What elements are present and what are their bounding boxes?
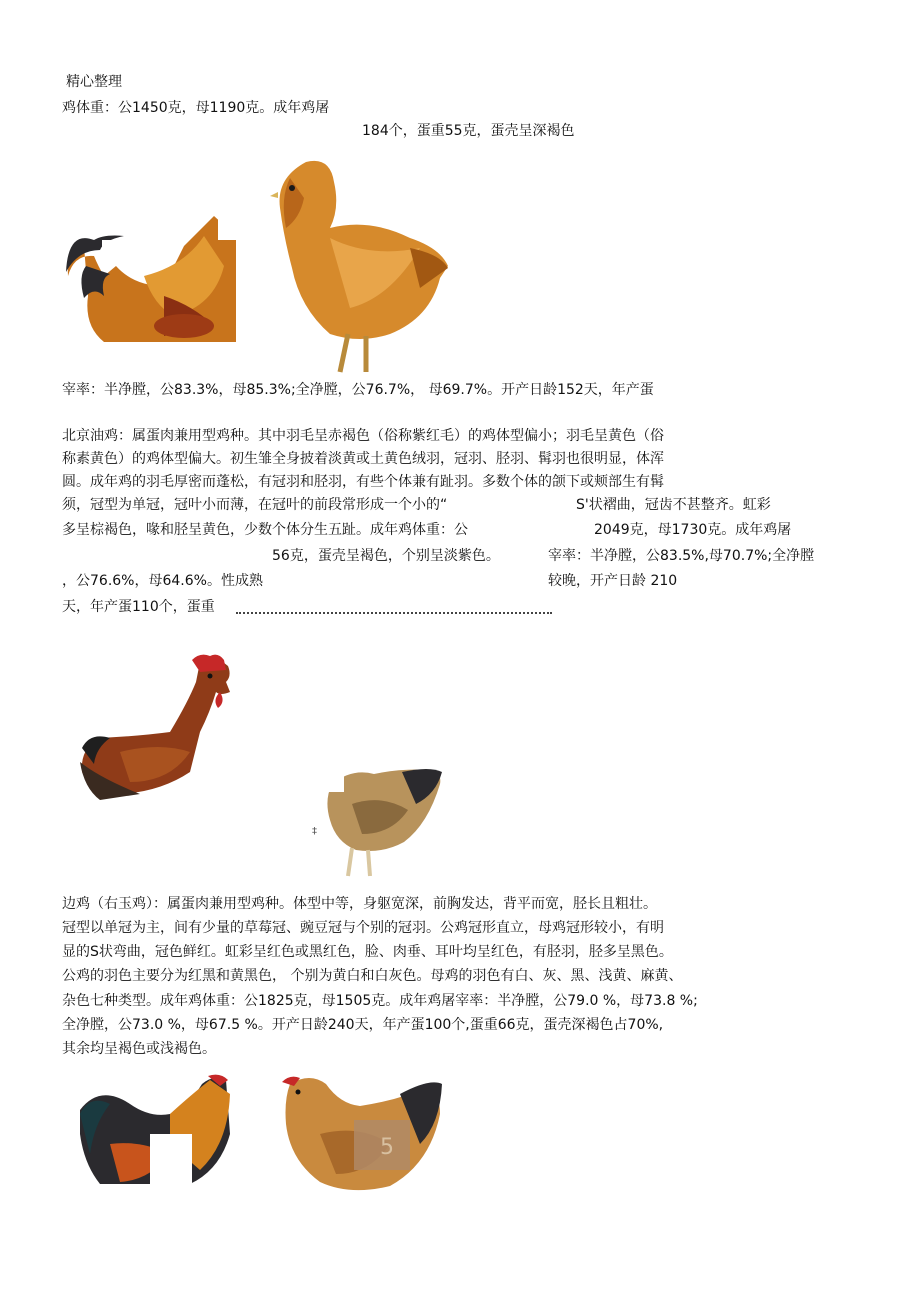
- text-line: 边鸡（右玉鸡）：属蛋肉兼用型鸡种。体型中等，身躯宽深，前胸发达，背平而宽，胫长且粗壮。: [62, 896, 657, 912]
- text-line: 冠型以单冠为主，间有少量的草莓冠、豌豆冠与个别的冠羽。公鸡冠形直立，母鸡冠形较小，有明: [62, 920, 664, 936]
- stray-glyph: ‡: [312, 826, 317, 837]
- text-line: 公鸡的羽色主要分为红黑和黄黑色， 个别为黄白和白灰色。母鸡的羽色有白、灰、黑、浅黄、麻黄、: [62, 968, 683, 984]
- text-line: 其余均呈褐色或浅褐色。: [62, 1041, 216, 1057]
- image-crop-mask: [150, 1134, 192, 1190]
- page-header: 精心整理: [66, 74, 122, 90]
- text-line: 圆。成年鸡的羽毛厚密而蓬松，有冠羽和胫羽，有些个体兼有趾羽。多数个体的颌下或颊部生有髯: [62, 474, 664, 490]
- text-line: 北京油鸡：属蛋肉兼用型鸡种。其中羽毛呈赤褐色（俗称紫红毛）的鸡体型偏小；羽毛呈黄色（俗: [62, 428, 664, 444]
- text-line: 杂色七种类型。成年鸡体重：公1825克，母1505克。成年鸡屠宰率：半净膛，公79.0 %，母73.8 %;: [62, 993, 698, 1009]
- text-line: 2049克，母1730克。成年鸡屠: [594, 522, 792, 538]
- text-line: 多呈棕褐色，喙和胫呈黄色，少数个体分生五趾。成年鸡体重：公: [62, 522, 468, 538]
- dotted-leader: [236, 598, 552, 614]
- text-line: ，公76.6%，母64.6%。性成熟: [62, 573, 263, 589]
- text-line: 宰率：半净膛，公83.3%，母85.3%;全净膛，公76.7%， 母69.7%。开产日龄152天，年产蛋: [62, 382, 654, 398]
- text-line: 须，冠型为单冠，冠叶小而薄，在冠叶的前段常形成一个小的“: [62, 497, 448, 513]
- text-line: S'状褶曲，冠齿不甚整齐。虹彩: [576, 497, 771, 513]
- text-line: 较晚，开产日龄 210: [548, 573, 678, 589]
- text-line: 天，年产蛋110个，蛋重: [62, 599, 215, 615]
- rooster-photo-1: [64, 206, 240, 342]
- text-line: 显的S状弯曲，冠色鲜红。虹彩呈红色或黑红色，脸、肉垂、耳叶均呈红色，有胫羽，胫多呈黑色。: [62, 944, 673, 960]
- text-line: 称素黄色）的鸡体型偏大。初生雏全身披着淡黄或土黄色绒羽，冠羽、胫羽、髯羽也很明显，体浑: [62, 451, 664, 467]
- image-crop-mask: [218, 206, 240, 240]
- text-line: 宰率：半净膛，公83.5%,母70.7%;全净膛: [548, 548, 815, 564]
- text-line: 全净膛，公73.0 %，母67.5 %。开产日龄240天，年产蛋100个,蛋重66克，蛋壳深褐色占70%,: [62, 1017, 664, 1033]
- golden-hen-photo-2: [280, 1074, 444, 1196]
- golden-hen-photo-1: [270, 158, 452, 376]
- image-crop-mask: [312, 764, 344, 792]
- overlay-digit: 5: [380, 1135, 394, 1160]
- text-line: 56克，蛋壳呈褐色，个别呈淡紫色。: [272, 548, 500, 564]
- text-line: 184个，蛋重55克，蛋壳呈深褐色: [362, 123, 575, 139]
- text-line: 鸡体重：公1450克，母1190克。成年鸡屠: [62, 100, 330, 116]
- image-crop-mask: [194, 758, 236, 802]
